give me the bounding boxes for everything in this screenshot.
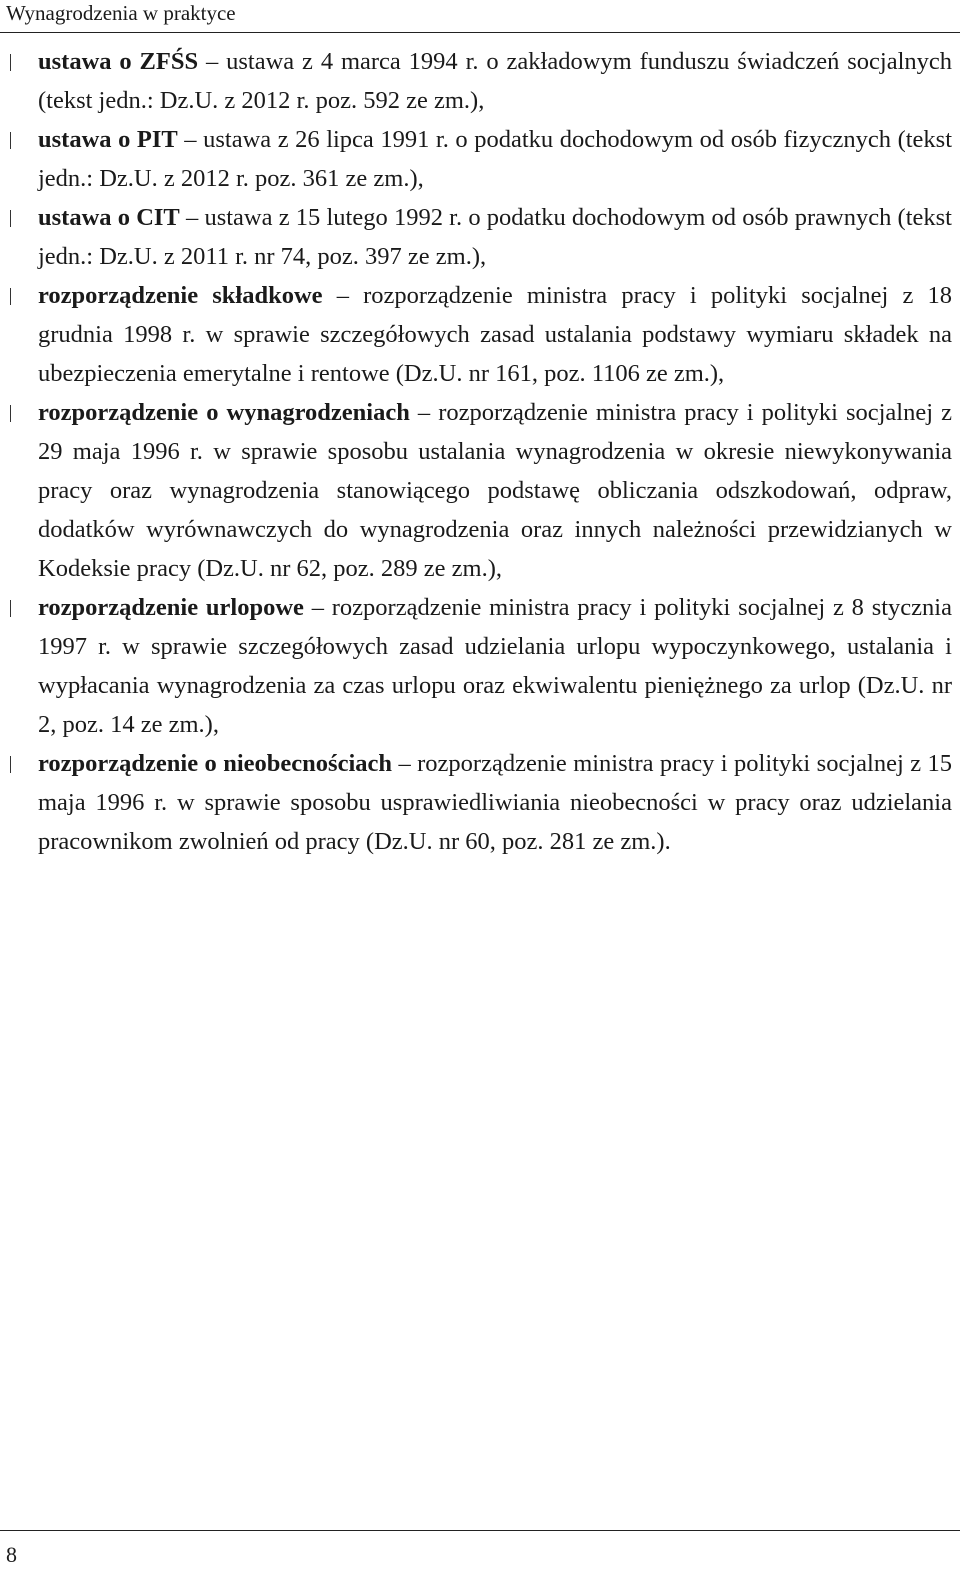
list-item-rozporzadzenie-o-wynagrodzeniach bbox=[0, 393, 960, 588]
item-definition: – ustawa z 15 lutego 1992 r. o podatku dochodowym od osób prawnych (tekst jedn.: Dz.U. z 2011 r. nr 74, poz. 397 ze zm.), bbox=[38, 204, 952, 270]
list-item-rozporzadzenie-urlopowe bbox=[0, 588, 960, 744]
running-head-title: Wynagrodzenia w praktyce bbox=[6, 1, 236, 25]
item-definition: – rozporządzenie ministra pracy i polityki socjalnej z 15 maja 1996 r. w sprawie sposobu usprawiedliwiania nieobecności w pracy oraz udzielania pracownikom zwolnień od pracy (Dz.U. nr 60, poz. 281 ze zm.). bbox=[38, 750, 952, 855]
item-term: ustawa o ZFŚS bbox=[38, 48, 199, 75]
item-term: rozporządzenie składkowe bbox=[38, 282, 323, 309]
list-item-pit bbox=[0, 120, 960, 198]
item-definition: – rozporządzenie ministra pracy i polityki socjalnej z 29 maja 1996 r. w sprawie sposobu ustalania wynagrodzenia w okresie niewykonywania pracy oraz wynagrodzenia stanowiącego podstawę obliczania odszkodowań, odpraw, dodatków wyrównawczych do wynagrodzenia oraz innych należności przewidzianych w Kodeksie pracy (Dz.U. nr 62, poz. 289 ze zm.), bbox=[38, 399, 952, 582]
item-term: rozporządzenie o wynagrodzeniach bbox=[38, 399, 410, 426]
bullet-marker bbox=[10, 756, 11, 773]
item-term: rozporządzenie urlopowe bbox=[38, 594, 304, 621]
item-definition: – ustawa z 26 lipca 1991 r. o podatku dochodowym od osób fizycznych (tekst jedn.: Dz.U. z 2012 r. poz. 361 ze zm.), bbox=[38, 126, 953, 192]
page-number: 8 bbox=[6, 1542, 17, 1567]
abbreviations-list bbox=[0, 42, 960, 861]
item-term: ustawa o PIT bbox=[38, 126, 178, 153]
list-item-zfss bbox=[0, 42, 960, 120]
item-term: rozporządzenie o nieobecnościach bbox=[38, 750, 393, 777]
bullet-marker bbox=[10, 288, 11, 305]
bullet-marker bbox=[10, 210, 11, 227]
item-definition: – ustawa z 4 marca 1994 r. o zakładowym funduszu świadczeń socjalnych (tekst jedn.: Dz.U. z 2012 r. poz. 592 ze zm.), bbox=[38, 48, 952, 114]
bullet-marker bbox=[10, 405, 11, 422]
header-divider bbox=[0, 32, 960, 33]
list-item-rozporzadzenie-skladkowe bbox=[0, 276, 960, 393]
item-term: ustawa o CIT bbox=[38, 204, 180, 231]
item-definition: – rozporządzenie ministra pracy i polityki socjalnej z 8 stycznia 1997 r. w sprawie szczegółowych zasad udzielania urlopu wypoczynkowego, ustalania i wypłacania wynagrodzenia za czas urlopu oraz ekwiwalentu pieniężnego za urlop (Dz.U. nr 2, poz. 14 ze zm.), bbox=[38, 594, 952, 738]
bullet-marker bbox=[10, 132, 11, 149]
bullet-marker bbox=[10, 54, 11, 71]
footer-divider bbox=[0, 1530, 960, 1531]
list-item-cit bbox=[0, 198, 960, 276]
bullet-marker bbox=[10, 600, 11, 617]
list-item-rozporzadzenie-o-nieobecnosciach bbox=[0, 744, 960, 861]
item-definition: – rozporządzenie ministra pracy i polityki socjalnej z 18 grudnia 1998 r. w sprawie szczegółowych zasad ustalania podstawy wymiaru składek na ubezpieczenia emerytalne i rentowe (Dz.U. nr 161, poz. 1106 ze zm.), bbox=[38, 282, 952, 387]
